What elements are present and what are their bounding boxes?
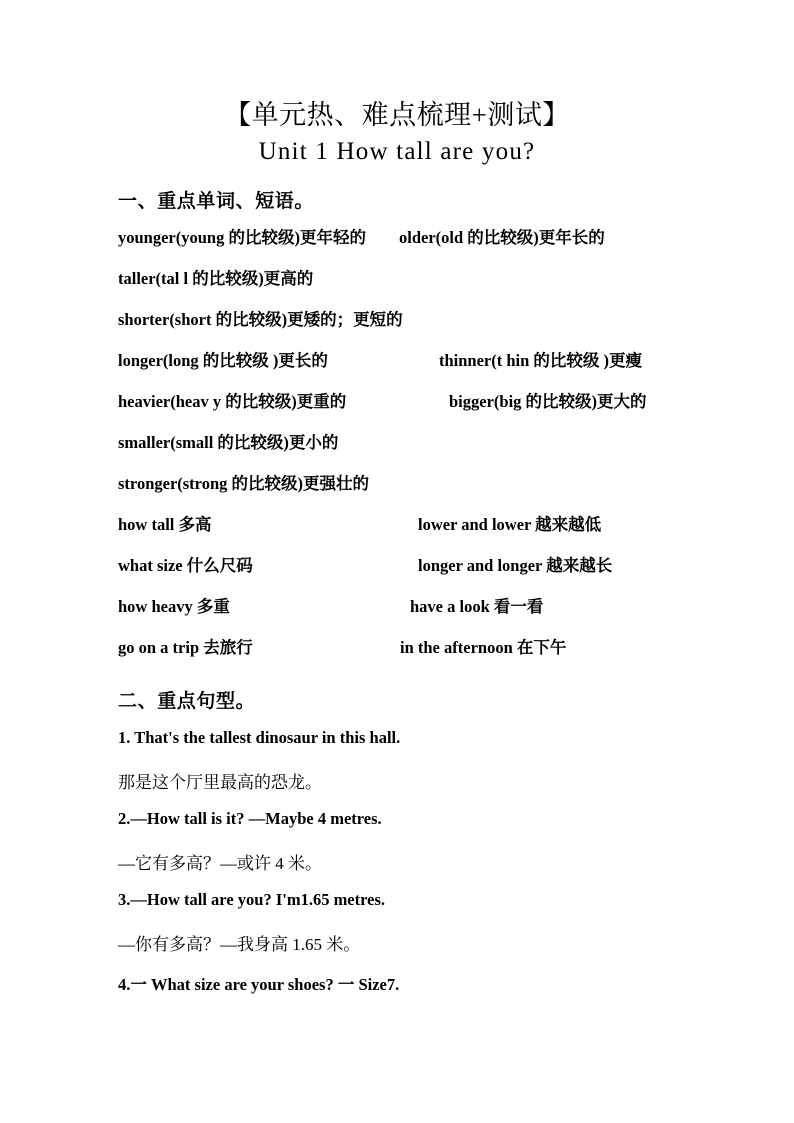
vocabulary-list (0, 224, 794, 675)
vocabulary-row (0, 306, 794, 347)
document-title-subtitle: Unit 1 How tall are you? (258, 138, 536, 165)
vocabulary-row (0, 552, 794, 593)
vocabulary-row (0, 224, 794, 265)
vocabulary-row (0, 388, 794, 429)
vocabulary-entry-right: in the afternoon 在下午 (400, 638, 567, 657)
vocabulary-entry-right: thinner(t hin 的比较级 )更瘦 (439, 351, 643, 370)
sentence-pattern-english: 4.一 What size are your shoes? 一 Size7. (118, 975, 400, 994)
vocabulary-entry-left: heavier(heav y 的比较级)更重的 (118, 392, 347, 411)
vocabulary-row (0, 429, 794, 470)
sentence-pattern-english: 1. That's the tallest dinosaur in this hall. (118, 728, 401, 747)
sentence-pattern-english: 3.—How tall are you? I'm1.65 metres. (118, 890, 386, 909)
vocabulary-entry-left: how heavy 多重 (118, 597, 230, 616)
vocabulary-row (0, 265, 794, 306)
vocabulary-row (0, 511, 794, 552)
vocabulary-entry-left: stronger(strong 的比较级)更强壮的 (118, 474, 369, 493)
document-title-block (0, 96, 794, 170)
section-heading-vocabulary: 一、重点单词、短语。 (118, 191, 315, 212)
vocabulary-entry-left: longer(long 的比较级 )更长的 (118, 351, 328, 370)
sentence-pattern-english: 2.—How tall is it? —Maybe 4 metres. (118, 809, 382, 828)
vocabulary-entry-right: bigger(big 的比较级)更大的 (449, 392, 647, 411)
vocabulary-entry-right: have a look 看一看 (410, 597, 544, 616)
sentence-pattern-chinese: —它有多高？—或许 4 米。 (118, 854, 322, 873)
vocabulary-row (0, 593, 794, 634)
document-title-main: 【单元热、难点梳理+测试】 (224, 100, 570, 130)
vocabulary-entry-left: go on a trip 去旅行 (118, 638, 253, 657)
vocabulary-row (0, 470, 794, 511)
vocabulary-row (0, 634, 794, 675)
vocabulary-entry-left: taller(tal l 的比较级)更高的 (118, 269, 314, 288)
vocabulary-row (0, 347, 794, 388)
sentence-pattern-chinese: —你有多高？—我身高 1.65 米。 (118, 935, 361, 954)
sentence-pattern-chinese: 那是这个厅里最高的恐龙。 (118, 773, 322, 792)
vocabulary-entry-left: shorter(short 的比较级)更矮的；更短的 (118, 310, 403, 329)
vocabulary-entry-right: lower and lower 越来越低 (418, 515, 602, 534)
vocabulary-entry-right: longer and longer 越来越长 (418, 556, 613, 575)
vocabulary-entry-left: smaller(small 的比较级)更小的 (118, 433, 339, 452)
vocabulary-entry-left: how tall 多高 (118, 515, 212, 534)
vocabulary-entry-left: what size 什么尺码 (118, 556, 253, 575)
vocabulary-entry-right: older(old 的比较级)更年长的 (399, 228, 605, 247)
section-heading-patterns: 二、重点句型。 (118, 691, 256, 712)
vocabulary-entry-left: younger(young 的比较级)更年轻的 (118, 228, 366, 247)
